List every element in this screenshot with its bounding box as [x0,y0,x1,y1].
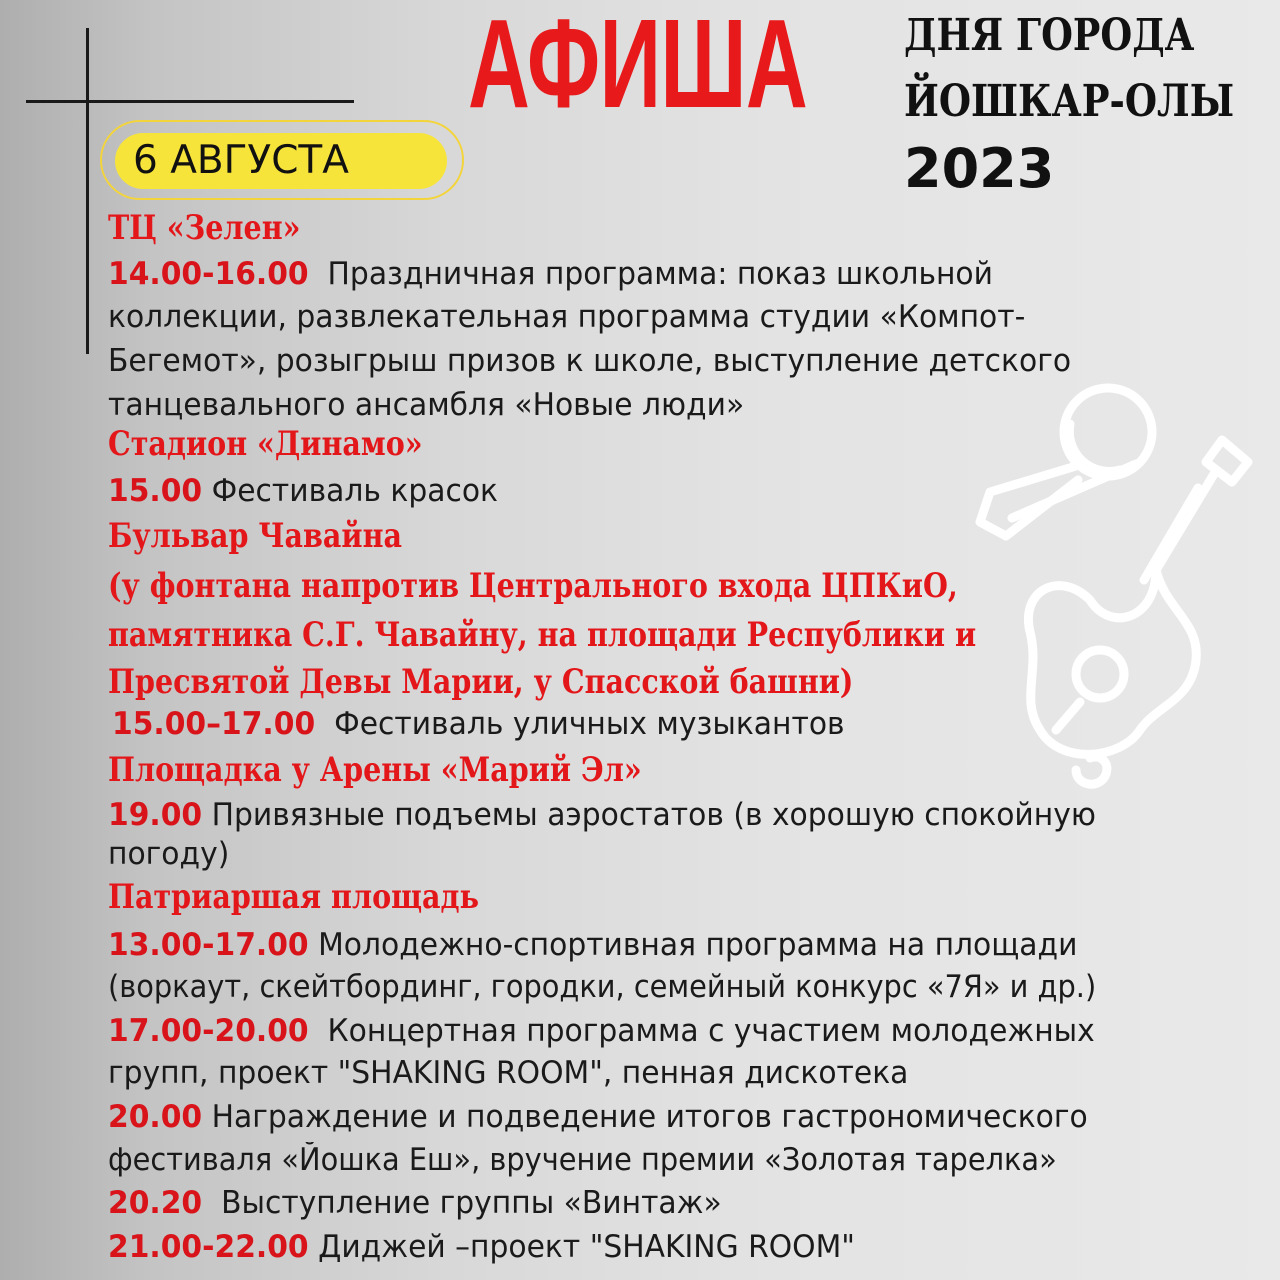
event-line [108,1097,1088,1137]
event-time: 20.20 [108,1185,203,1221]
poster-subtitle-line2: ЙОШКАР-ОЛЫ [904,76,1235,127]
venue-details: памятника С.Г. Чавайну, на площади Республики и [108,615,977,655]
event-description: Награждение и подведение итогов гастрономического [211,1099,1088,1135]
event-description: Молодежно-спортивная программа на площади [318,927,1078,963]
venue-title-arena: Площадка у Арены «Марий Эл» [108,750,642,790]
event-description: Диджей –проект "SHAKING ROOM" [318,1229,855,1265]
venue-title-dinamo: Стадион «Динамо» [108,424,423,464]
venue-details: (у фонтана напротив Центрального входа ЦПКиО, [108,566,958,606]
event-description: коллекции, развлекательная программа студии «Компот- [108,299,1026,335]
event-line [108,925,1077,965]
event-description: фестиваля «Йошка Еш», вручение премии «Золотая тарелка» [108,1142,1057,1178]
venue-title-patriarshaya: Патриаршая площадь [108,877,479,917]
poster-year: 2023 [904,137,1055,200]
event-description: Привязные подъемы аэростатов (в хорошую спокойную [211,797,1096,833]
venue-title-chavaina: Бульвар Чавайна [108,516,402,556]
date-label: 6 АВГУСТА [133,138,349,183]
event-time: 15.00 [108,473,203,509]
event-time: 13.00-17.00 [108,927,309,963]
venue-details: Пресвятой Девы Марии, у Спасской башни) [108,662,854,702]
event-line [108,1183,722,1223]
event-description: Праздничная программа: показ школьной [327,256,993,292]
event-time: 14.00-16.00 [108,256,309,292]
event-time: 17.00-20.00 [108,1013,309,1049]
venue-title-zelen: ТЦ «Зелен» [108,208,301,248]
event-line [108,1011,1095,1051]
event-time: 20.00 [108,1099,203,1135]
event-time: 15.00–17.00 [112,706,316,742]
event-time: 19.00 [108,797,203,833]
event-line [108,254,993,294]
event-description: Фестиваль красок [211,473,499,509]
decorative-horizontal-line [26,100,354,103]
event-description: Бегемот», розыгрыш призов к школе, выступление детского [108,343,1072,379]
microphone-icon [980,388,1152,536]
event-line [108,471,498,511]
event-line [112,704,845,744]
event-time: 21.00-22.00 [108,1229,309,1265]
event-description: Фестиваль уличных музыкантов [334,706,845,742]
event-description: групп, проект "SHAKING ROOM", пенная дискотека [108,1055,909,1091]
decorative-vertical-line [86,28,89,354]
event-description: погоду) [108,836,230,872]
event-description: Выступление группы «Винтаж» [221,1185,722,1221]
poster-subtitle-line1: ДНЯ ГОРОДА [904,10,1195,61]
event-description: (воркаут, скейтбординг, городки, семейный конкурс «7Я» и др.) [108,969,1097,1005]
event-description: танцевального ансамбля «Новые люди» [108,387,745,423]
music-decoration [960,370,1260,800]
event-description: Концертная программа с участием молодежных [327,1013,1095,1049]
event-line [108,795,1096,835]
event-line [108,1227,855,1267]
poster-title: АФИША [468,0,808,134]
